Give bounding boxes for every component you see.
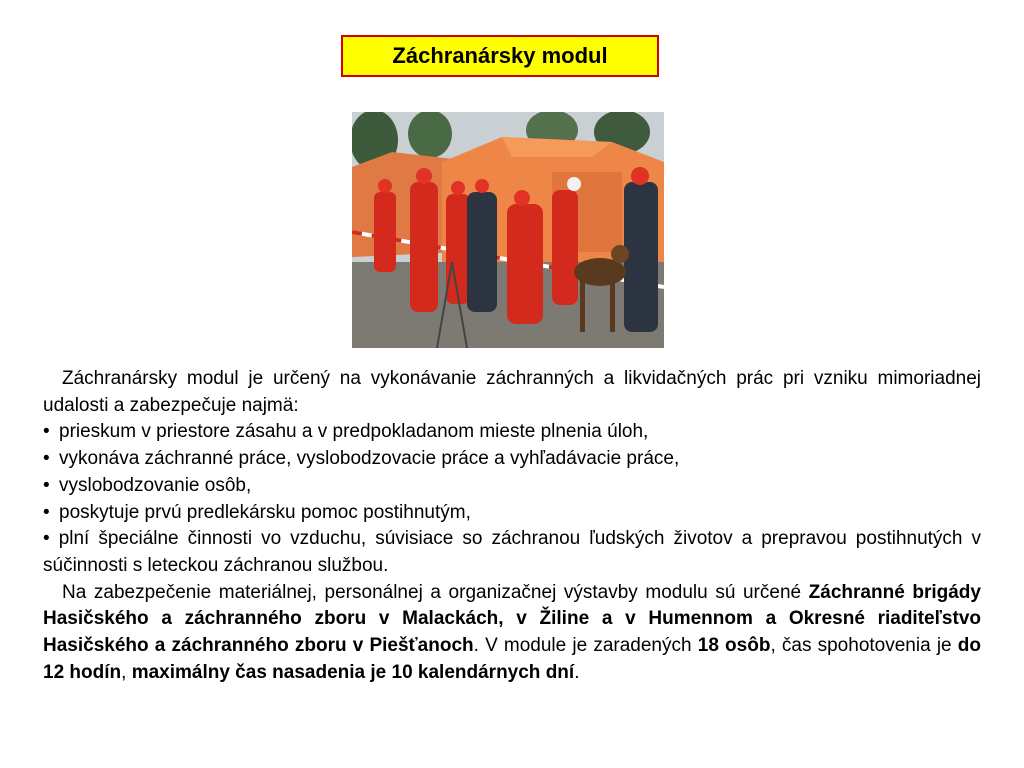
list-item-text: plní špeciálne činnosti vo vzduchu, súvisiace so záchranou ľudských životov a prepravou postihnutých v súčinnosti s leteckou záchranou službou. xyxy=(43,528,982,576)
closing-bold-persons: 18 osôb xyxy=(697,635,771,657)
rescue-team-photo xyxy=(352,112,664,348)
closing-bold-readiness: do 12 hodín xyxy=(43,635,981,683)
page-title-text: Záchranársky modul xyxy=(392,43,608,68)
list-item xyxy=(43,473,981,500)
list-item xyxy=(43,500,981,527)
closing-text: , čas spohotovenia je xyxy=(770,635,958,657)
list-item xyxy=(43,446,981,473)
intro-paragraph: Záchranársky modul je určený na vykonávanie záchranných a likvidačných prác pri vzniku mimoriadnej udalosti a zabezpečuje najmä: xyxy=(43,368,981,416)
body-text xyxy=(43,366,981,686)
closing-text: , xyxy=(121,661,132,683)
closing-text: . V module je zaradených xyxy=(473,635,698,657)
list-item xyxy=(43,526,981,579)
closing-text: Na zabezpečenie materiálnej, personálnej a organizačnej výstavby modulu sú určené xyxy=(62,581,809,603)
list-item-text: vykonáva záchranné práce, vyslobodzovacie práce a vyhľadávacie práce, xyxy=(59,448,680,470)
closing-text: . xyxy=(574,661,580,683)
bullet-marker: • xyxy=(43,448,50,470)
bullet-marker: • xyxy=(43,528,50,550)
bullet-marker: • xyxy=(43,474,50,496)
list-item-text: prieskum v priestore zásahu a v predpokladanom mieste plnenia úloh, xyxy=(59,421,649,443)
bullet-marker: • xyxy=(43,421,50,443)
list-item xyxy=(43,419,981,446)
bullet-marker: • xyxy=(43,501,50,523)
closing-paragraph xyxy=(43,580,981,687)
closing-bold-units: Záchranné brigády Hasičského a záchranného zboru v Malackách, v Žiline a v Humennom a Okresné riaditeľstvo Hasičského a záchranného zboru v Piešťanoch xyxy=(43,581,981,657)
list-item-text: vyslobodzovanie osôb, xyxy=(59,474,252,496)
list-item-text: poskytuje prvú predlekársku pomoc postihnutým, xyxy=(59,501,471,523)
page-title xyxy=(341,35,659,77)
closing-bold-deployment: maximálny čas nasadenia je 10 kalendárnych dní xyxy=(131,661,575,683)
